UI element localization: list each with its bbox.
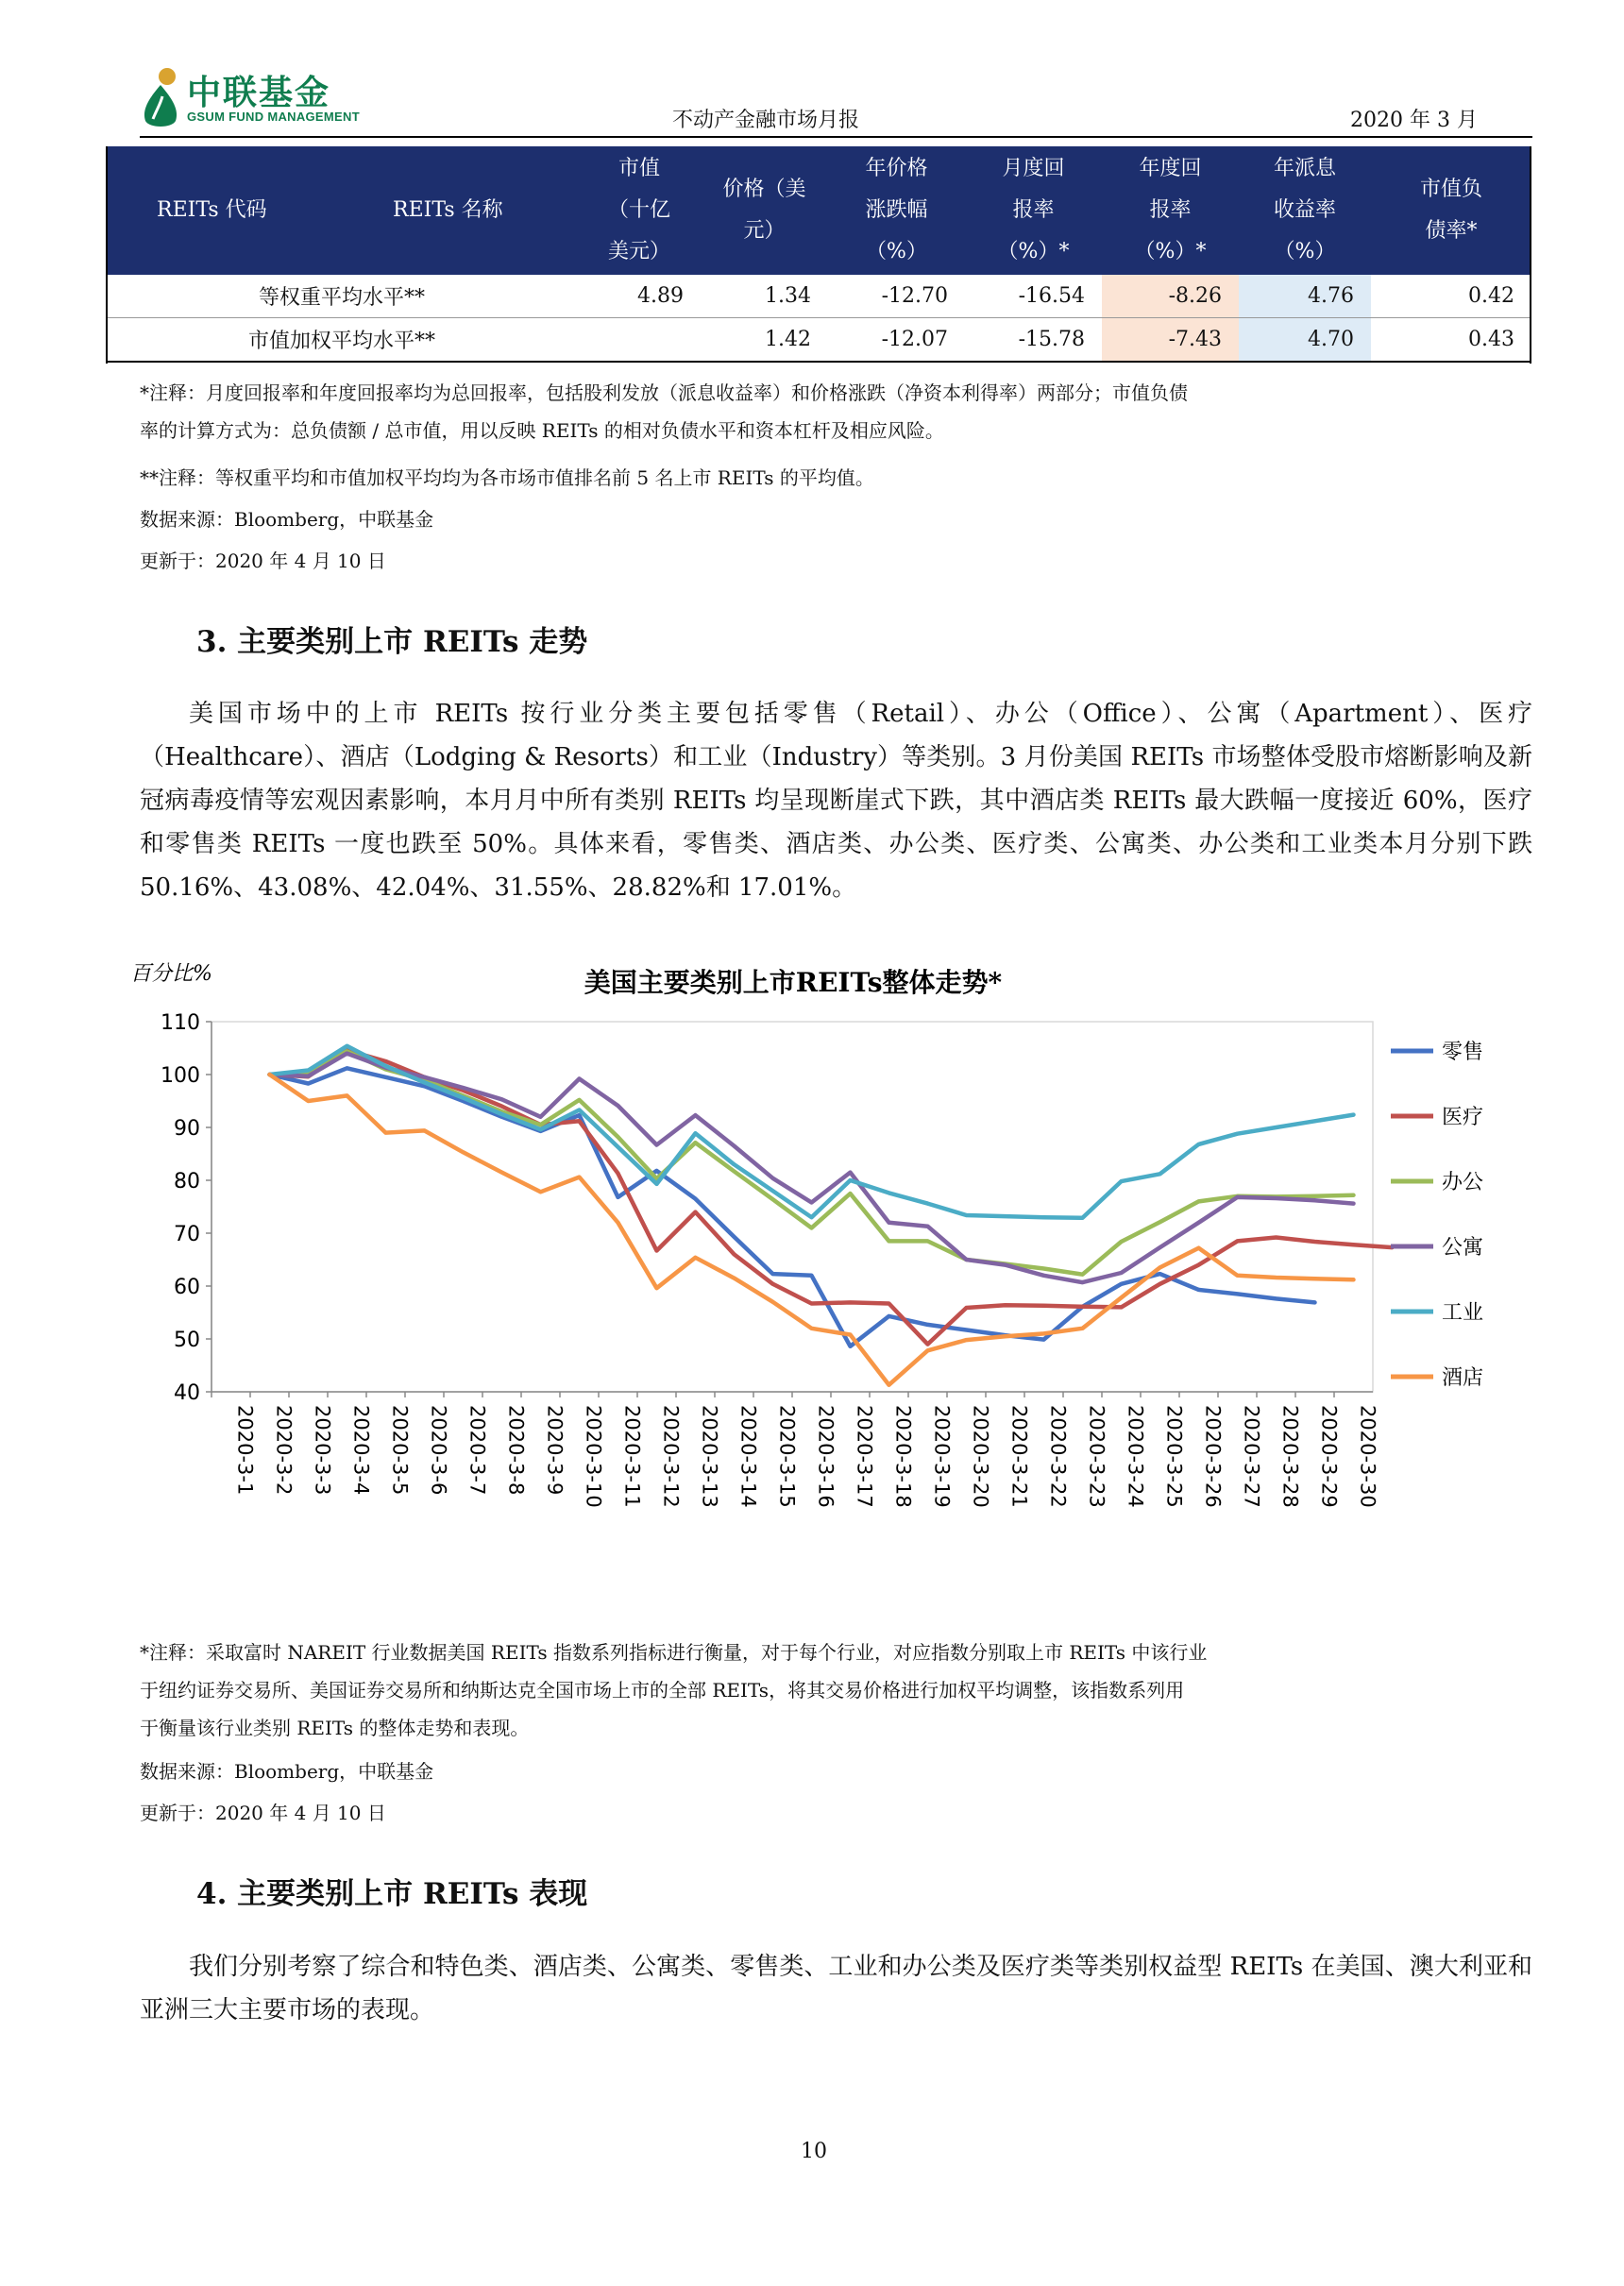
- cell-price-change: -12.70: [828, 275, 965, 318]
- x-tick-label: 2020-3-12: [659, 1405, 683, 1508]
- x-tick-label: 2020-3-18: [891, 1405, 915, 1508]
- x-tick-label: 2020-3-27: [1240, 1405, 1263, 1508]
- x-tick-label: 2020-3-20: [969, 1405, 992, 1508]
- x-tick-label: 2020-3-7: [465, 1405, 489, 1496]
- cell-debt-ratio: 0.43: [1371, 318, 1531, 363]
- header-text: 月度回: [1002, 157, 1065, 180]
- header-text: 涨跌幅: [865, 198, 928, 222]
- chart-source: 数据来源：Bloomberg，中联基金: [140, 1760, 434, 1783]
- table-header-cell: [106, 146, 342, 275]
- section-3-paragraph: 美国市场中的上市 REITs 按行业分类主要包括零售（Retail）、办公（Office）、公寓（Apartment）、医疗（Healthcare）、酒店（Lodging & Resorts）和工业（Industry）等类别。3 月份美国 REITs 市场整体受股市熔断影响及新冠病毒疫情等宏观因素影响，本月月中所有类别 REITs 均呈现断崖式下跌，其中酒店类 REITs 最大跌幅一度接近 60%，医疗和零售类 REITs 一度也跌至 50%。具体来看，零售类、酒店类、办公类、医疗类、公寓类、办公类和工业类本月分别下跌 50.16%、43.08%、42.04%、31.55%、28.82%和 17.01%。: [140, 700, 1532, 902]
- header-text: REITs 代码: [157, 198, 267, 222]
- legend-label: 工业: [1442, 1301, 1484, 1325]
- x-tick-label: 2020-3-16: [814, 1405, 837, 1508]
- x-tick-label: 2020-3-26: [1201, 1405, 1225, 1508]
- x-tick-label: 2020-3-8: [504, 1405, 528, 1496]
- cell-market-cap: 4.89: [578, 275, 701, 318]
- legend-label: 公寓: [1442, 1236, 1484, 1260]
- x-tick-label: 2020-3-9: [543, 1405, 567, 1496]
- table-header-cell: [1239, 146, 1371, 275]
- table-header-cell: [965, 146, 1102, 275]
- table-header-cell: [1371, 146, 1531, 275]
- table-header-cell: [578, 146, 701, 275]
- y-tick-label: 70: [174, 1223, 200, 1246]
- x-tick-label: 2020-3-28: [1278, 1405, 1302, 1508]
- header-text: 美元）: [607, 240, 670, 263]
- table-note-2: **注释：等权重平均和市值加权平均均为各市场市值排名前 5 名上市 REITs 的平均值。: [140, 466, 874, 489]
- x-tick-label: 2020-3-4: [349, 1405, 373, 1496]
- x-tick-label: 2020-3-14: [736, 1405, 760, 1508]
- x-tick-label: 2020-3-23: [1085, 1405, 1108, 1508]
- table-row: [106, 318, 1531, 363]
- y-tick-label: 50: [174, 1329, 200, 1352]
- series-line-5: [270, 1046, 1354, 1218]
- section-3-heading: 3. 主要类别上市 REITs 走势: [196, 625, 588, 659]
- x-tick-label: 2020-3-17: [853, 1405, 876, 1508]
- section-4-heading: 4. 主要类别上市 REITs 表现: [196, 1877, 588, 1911]
- cell-debt-ratio: 0.42: [1371, 275, 1531, 318]
- x-tick-label: 2020-3-13: [698, 1405, 721, 1508]
- chart-note-3: 于衡量该行业类别 REITs 的整体走势和表现。: [140, 1717, 530, 1739]
- table-note-1a: *注释：月度回报率和年度回报率均为总回报率，包括股利发放（派息收益率）和价格涨跌（净资本利得率）两部分；市值负债: [140, 381, 1188, 404]
- header-text: 债率*: [1425, 219, 1478, 243]
- logo-icon: [140, 66, 181, 128]
- axes: [161, 1011, 1379, 1508]
- y-tick-label: 80: [174, 1170, 200, 1194]
- table-header-cell: [828, 146, 965, 275]
- series-lines: [270, 1046, 1393, 1385]
- header-text: （%）: [1274, 240, 1336, 263]
- x-tick-label: 2020-3-29: [1317, 1405, 1341, 1508]
- page-number: 10: [801, 2140, 827, 2163]
- chart-note-1: *注释：采取富时 NAREIT 行业数据美国 REITs 指数系列指标进行衡量，对于每个行业，对应指数分别取上市 REITs 中该行业: [140, 1641, 1208, 1664]
- x-tick-label: 2020-3-21: [1007, 1405, 1031, 1508]
- legend-label: 医疗: [1442, 1106, 1484, 1129]
- legend-label: 零售: [1442, 1041, 1484, 1064]
- x-tick-label: 2020-3-25: [1162, 1405, 1186, 1508]
- header-text: 报率: [1149, 198, 1192, 222]
- x-tick-label: 2020-3-19: [930, 1405, 954, 1508]
- header-text: 元）: [743, 219, 786, 243]
- header-text: （%）*: [997, 240, 1070, 263]
- header-text: 年派息: [1273, 157, 1336, 180]
- chart-title: 美国主要类别上市REITs整体走势*: [584, 967, 1003, 998]
- series-line-1: [270, 1068, 1315, 1346]
- cell-dividend-yield: 4.76: [1239, 275, 1371, 318]
- x-tick-label: 2020-3-30: [1356, 1405, 1379, 1508]
- legend: [1391, 1041, 1483, 1390]
- y-tick-label: 90: [174, 1117, 200, 1141]
- header-text: （十亿: [607, 198, 670, 222]
- x-tick-label: 2020-3-22: [1046, 1405, 1070, 1508]
- y-tick-label: 40: [174, 1381, 200, 1405]
- x-tick-label: 2020-3-1: [233, 1405, 257, 1496]
- y-tick-label: 60: [174, 1276, 200, 1299]
- header-text: （%）: [866, 240, 927, 263]
- header-text: 报率: [1012, 198, 1055, 222]
- x-tick-label: 2020-3-2: [272, 1405, 296, 1496]
- table-source: 数据来源：Bloomberg，中联基金: [140, 508, 434, 531]
- table-note-1b: 率的计算方式为：总负债额 / 总市值，用以反映 REITs 的相对负债水平和资本杠杆及相应风险。: [140, 419, 944, 442]
- table-header-cell: [1102, 146, 1239, 275]
- legend-label: 酒店: [1442, 1366, 1484, 1390]
- y-axis-label: 百分比%: [130, 962, 212, 986]
- header-text: 年度回: [1139, 157, 1202, 180]
- cell-annual-return: -7.43: [1102, 318, 1239, 363]
- header-text: 收益率: [1273, 198, 1336, 222]
- chart-note-2: 于纽约证券交易所、美国证券交易所和纳斯达克全国市场上市的全部 REITs，将其交易价格进行加权平均调整，该指数系列用: [140, 1679, 1185, 1702]
- table-row: [106, 275, 1531, 318]
- chart-updated: 更新于：2020 年 4 月 10 日: [140, 1802, 386, 1824]
- logo-subtext: GSUM FUND MANAGEMENT: [187, 110, 360, 124]
- x-tick-label: 2020-3-10: [582, 1405, 605, 1508]
- cell-price-change: -12.07: [828, 318, 965, 363]
- cell-price: 1.34: [701, 275, 828, 318]
- report-title: 不动产金融市场月报: [672, 109, 860, 132]
- x-tick-label: 2020-3-15: [775, 1405, 799, 1508]
- cell-dividend-yield: 4.70: [1239, 318, 1371, 363]
- header-text: 年价格: [865, 157, 928, 180]
- row-name: 等权重平均水平**: [106, 275, 578, 318]
- cell-annual-return: -8.26: [1102, 275, 1239, 318]
- header-text: （%）*: [1134, 240, 1207, 263]
- header-text: 市值: [617, 157, 660, 180]
- x-tick-label: 2020-3-11: [620, 1405, 644, 1508]
- y-tick-label: 100: [161, 1064, 200, 1088]
- logo-text: 中联基金: [187, 74, 331, 112]
- table-header-cell: [701, 146, 828, 275]
- table-header-row: [106, 146, 1531, 275]
- report-date: 2020 年 3 月: [1350, 109, 1478, 132]
- table-updated: 更新于：2020 年 4 月 10 日: [140, 550, 386, 572]
- x-tick-label: 2020-3-3: [311, 1405, 334, 1496]
- table-header-cell: [342, 146, 578, 275]
- cell-market-cap: [578, 318, 701, 363]
- legend-label: 办公: [1442, 1171, 1484, 1194]
- y-tick-label: 110: [161, 1011, 200, 1035]
- header-text: 市值负: [1419, 178, 1482, 201]
- x-tick-label: 2020-3-6: [427, 1405, 450, 1496]
- header-text: 价格（美: [722, 178, 806, 201]
- x-tick-label: 2020-3-24: [1124, 1405, 1147, 1508]
- row-name: 市值加权平均水平**: [106, 318, 578, 363]
- header-text: REITs 名称: [393, 198, 503, 222]
- x-tick-label: 2020-3-5: [388, 1405, 412, 1496]
- cell-monthly-return: -16.54: [965, 275, 1102, 318]
- reits-summary-table: [106, 146, 1531, 363]
- section-4-paragraph: 我们分别考察了综合和特色类、酒店类、公寓类、零售类、工业和办公类及医疗类等类别权益型 REITs 在美国、澳大利亚和亚洲三大主要市场的表现。: [140, 1953, 1532, 2024]
- cell-price: 1.42: [701, 318, 828, 363]
- line-chart: [113, 944, 1530, 1605]
- cell-monthly-return: -15.78: [965, 318, 1102, 363]
- header-divider: [140, 136, 1532, 138]
